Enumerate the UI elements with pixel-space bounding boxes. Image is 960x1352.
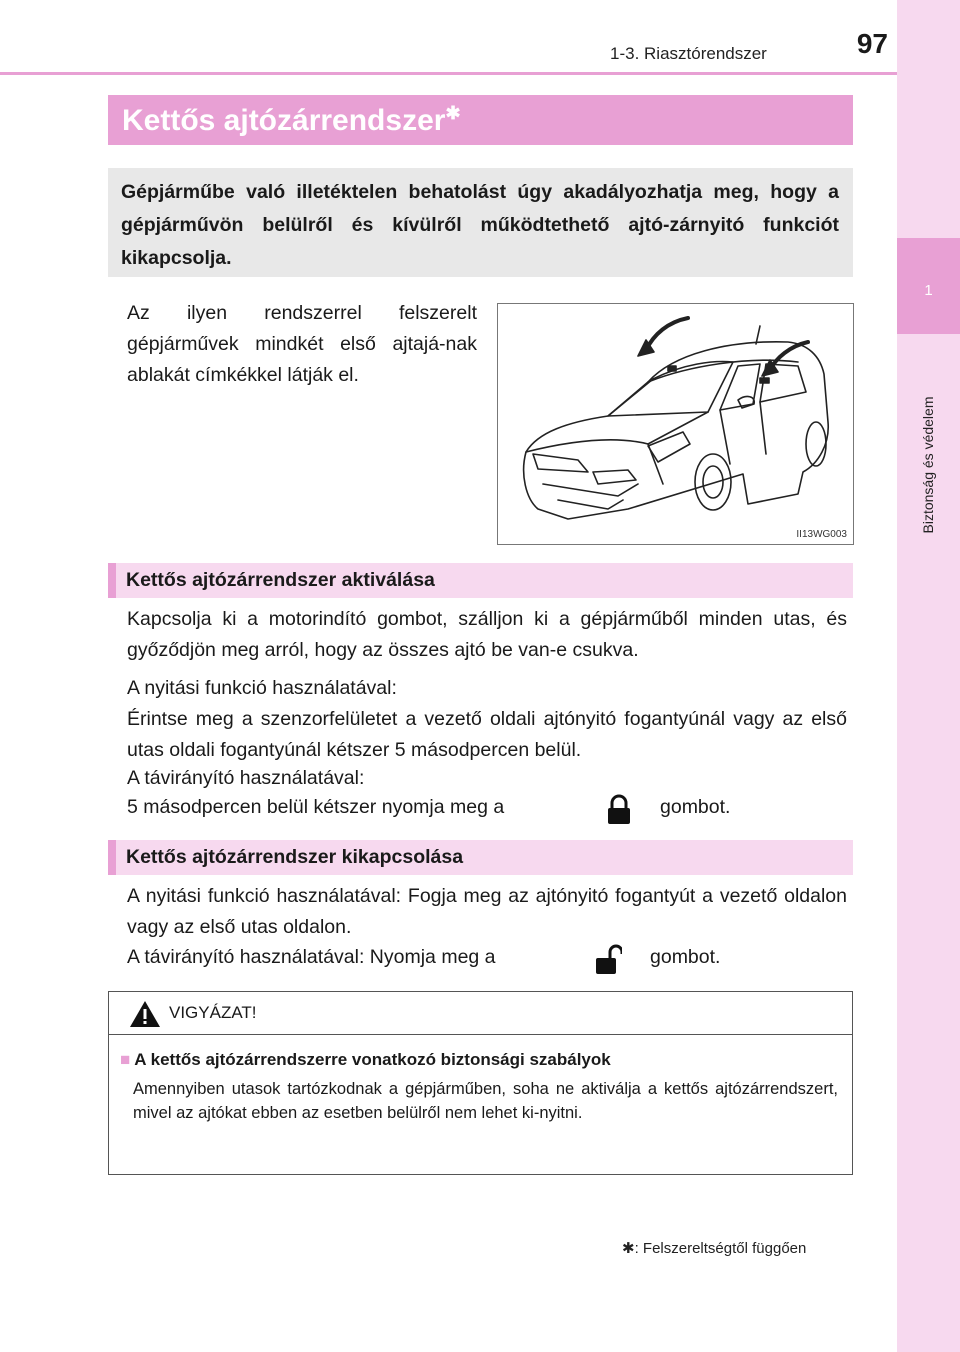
car-drawing <box>498 304 853 544</box>
car-illustration <box>497 303 854 545</box>
deactivation-l2-before: A távirányító használatával: Nyomja meg a <box>127 946 496 968</box>
caution-text: Amennyiben utasok tartózkodnak a gépjárműben, soha ne aktiválja a kettős ajtózárrendszert, mivel az ajtókat ebben az esetben belülről nem lehet ki-nyitni. <box>133 1080 838 1122</box>
bullet-square-icon: ■ <box>120 1050 131 1069</box>
activation-l4-after: gombot. <box>660 796 731 818</box>
footnote <box>622 1239 806 1257</box>
chapter-side-tab <box>897 0 960 1352</box>
deactivation-p1: A nyitási funkció használatával: Fogja meg az ajtónyitó fogantyút a vezető oldalon vagy az első utas oldalon. <box>127 885 847 938</box>
lock-icon <box>606 794 632 831</box>
caution-header <box>109 992 852 1035</box>
activation-heading: Kettős ajtózárrendszer aktiválása <box>126 569 435 591</box>
intro-text: Gépjárműbe való illetéktelen behatolást úgy akadályozhatja meg, hogy a gépjárművön belülről és kívülről működtethető ajtó-zárnyitó funkciót kikapcsolja. <box>121 181 839 269</box>
activation-l3: A távirányító használatával: <box>127 767 365 789</box>
warning-triangle-icon <box>129 1000 161 1028</box>
activation-p1: Kapcsolja ki a motorindító gombot, szálljon ki a gépjárműből minden utas, és győződjön meg arról, hogy az összes ajtó be van-e csukva. <box>127 608 847 661</box>
page-number: 97 <box>856 28 888 59</box>
section-title <box>122 103 461 138</box>
activation-l1: A nyitási funkció használatával: <box>127 677 397 699</box>
caution-title <box>120 1050 611 1070</box>
optional-equipment-marker: ✱ <box>445 103 461 123</box>
heading-accent <box>108 563 116 598</box>
caution-label: VIGYÁZAT! <box>169 1003 257 1022</box>
chapter-number: 1 <box>924 282 933 299</box>
caution-box <box>108 991 853 1175</box>
figure-code: II13WG003 <box>796 529 847 540</box>
chapter-title: Biztonság és védelem <box>920 396 936 534</box>
activation-l4-before: 5 másodpercen belül kétszer nyomja meg a <box>127 796 505 818</box>
label-paragraph: Az ilyen rendszerrel felszerelt gépjárművek mindkét első ajtajá-nak ablakát címkékkel látják el. <box>127 302 477 386</box>
section-title-bar <box>108 95 853 145</box>
deactivation-l2-after: gombot. <box>650 946 721 968</box>
heading-accent <box>108 840 116 875</box>
intro-box <box>108 168 853 277</box>
deactivation-heading: Kettős ajtózárrendszer kikapcsolása <box>126 846 464 868</box>
section-title-text: Kettős ajtózárrendszer <box>122 104 446 137</box>
chapter-number-tab <box>897 238 960 334</box>
activation-heading-bar <box>108 563 853 598</box>
footnote-marker: ✱ <box>622 1240 635 1257</box>
activation-l2: Érintse meg a szenzorfelületet a vezető oldali ajtónyitó fogantyúnál vagy az első utas oldali fogantyúnál kétszer 5 másodpercen belül. <box>127 708 847 761</box>
footnote-text: : Felszereltségtől függően <box>634 1240 807 1257</box>
header-rule <box>0 72 897 75</box>
chapter-title-vertical <box>917 350 939 580</box>
running-head: 1-3. Riasztórendszer <box>610 44 767 63</box>
caution-title-text: A kettős ajtózárrendszerre vonatkozó biztonsági szabályok <box>134 1050 611 1069</box>
deactivation-heading-bar <box>108 840 853 875</box>
unlock-icon <box>594 944 622 981</box>
